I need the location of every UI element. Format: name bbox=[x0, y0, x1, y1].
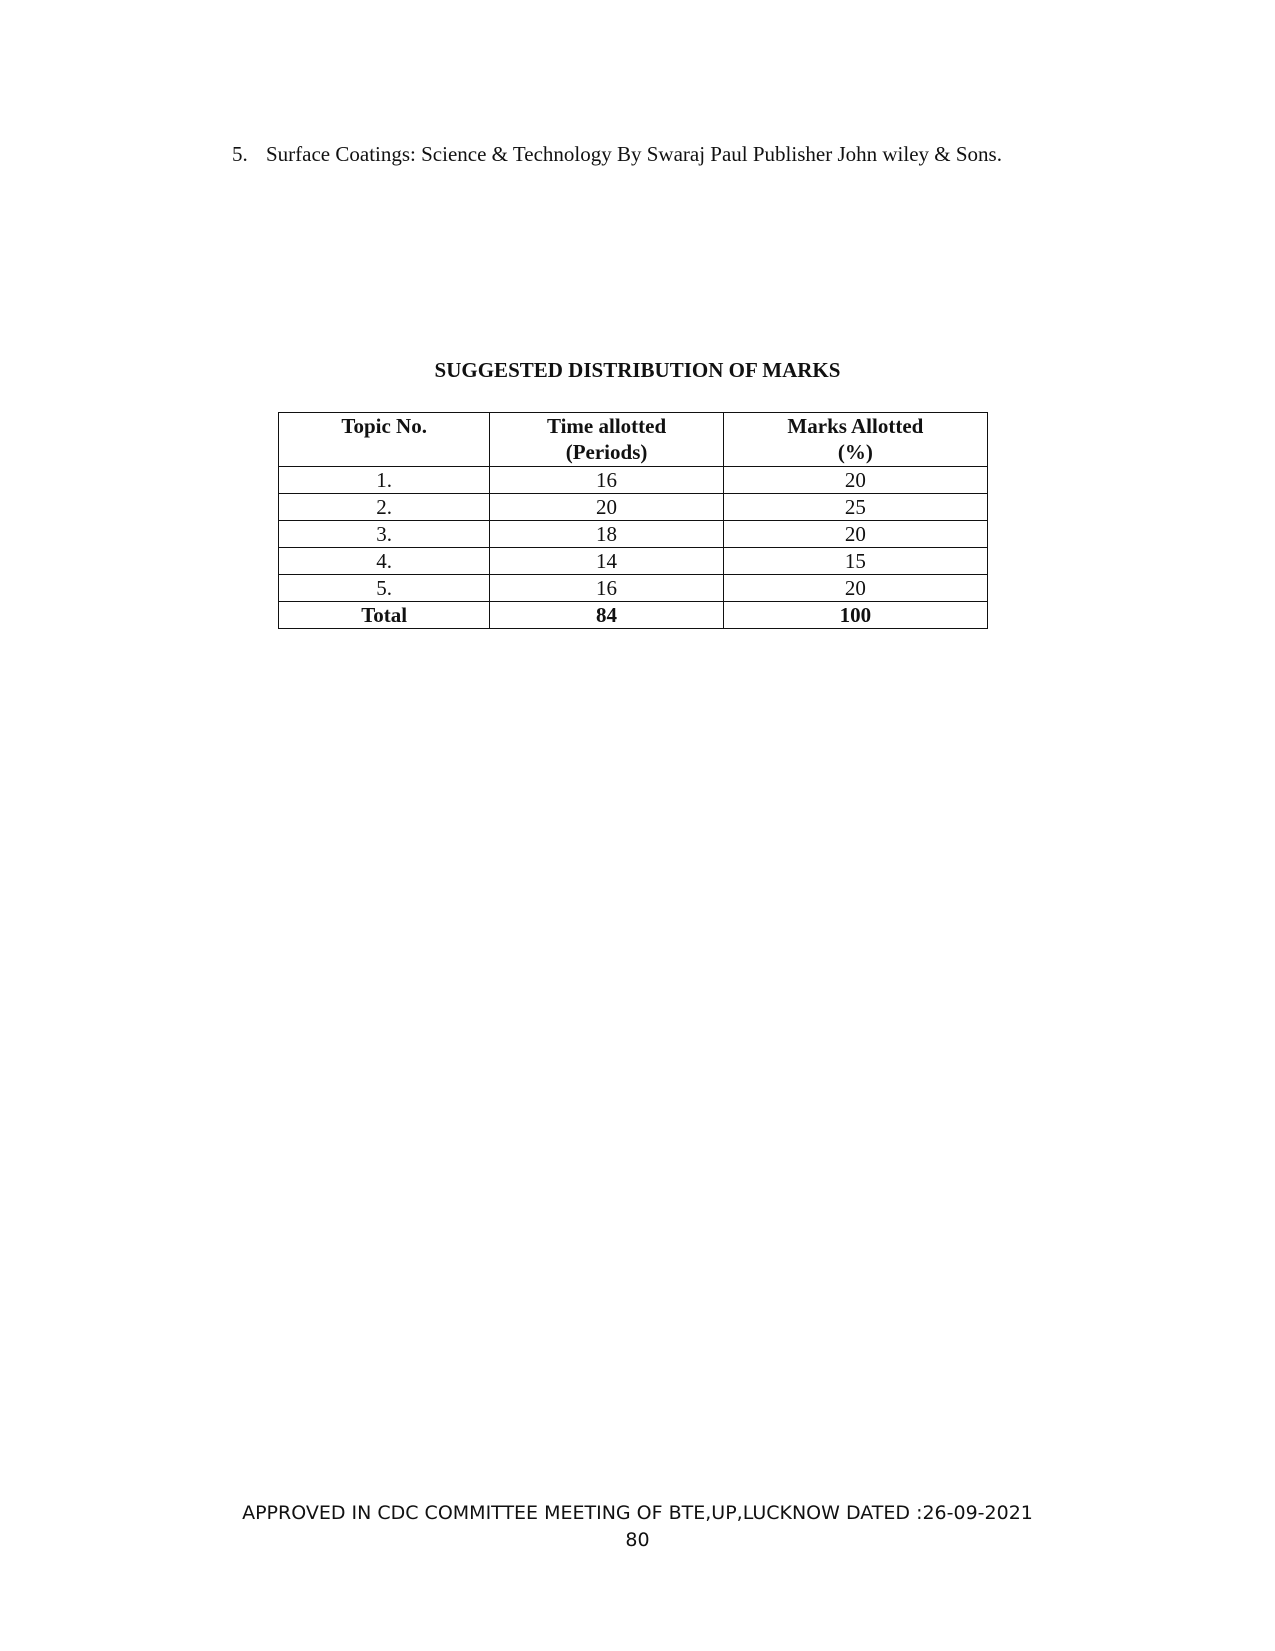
header-marks-line1: Marks Allotted bbox=[787, 414, 924, 438]
table-row bbox=[279, 575, 988, 602]
header-time-line1: Time allotted bbox=[546, 414, 667, 438]
topic-cell: 3. bbox=[279, 521, 490, 548]
header-time-line2: (Periods) bbox=[565, 440, 648, 464]
table-total-row bbox=[279, 602, 988, 629]
time-cell: 16 bbox=[490, 467, 723, 494]
marks-cell: 20 bbox=[723, 521, 987, 548]
topic-cell: 2. bbox=[279, 494, 490, 521]
header-topic-label: Topic No. bbox=[341, 414, 427, 438]
total-marks-cell: 100 bbox=[723, 602, 987, 629]
table-row bbox=[279, 494, 988, 521]
time-cell: 20 bbox=[490, 494, 723, 521]
page-number: 80 bbox=[625, 1529, 650, 1551]
total-label-cell: Total bbox=[279, 602, 490, 629]
time-cell: 16 bbox=[490, 575, 723, 602]
reference-number: 5. bbox=[232, 142, 248, 166]
topic-cell: 5. bbox=[279, 575, 490, 602]
table-row bbox=[279, 467, 988, 494]
topic-cell: 1. bbox=[279, 467, 490, 494]
time-cell: 14 bbox=[490, 548, 723, 575]
header-time-allotted bbox=[490, 413, 723, 467]
reference-text: Surface Coatings: Science & Technology By Swaraj Paul Publisher John wiley & Sons. bbox=[266, 142, 1002, 166]
marks-cell: 20 bbox=[723, 575, 987, 602]
table-row bbox=[279, 548, 988, 575]
marks-distribution-table bbox=[278, 412, 988, 629]
total-time-cell: 84 bbox=[490, 602, 723, 629]
page-footer bbox=[0, 1500, 1275, 1554]
time-cell: 18 bbox=[490, 521, 723, 548]
marks-cell: 20 bbox=[723, 467, 987, 494]
approval-note: APPROVED IN CDC COMMITTEE MEETING OF BTE,UP,LUCKNOW DATED :26-09-2021 bbox=[242, 1502, 1033, 1524]
reference-item-5 bbox=[232, 138, 1052, 170]
header-topic-no bbox=[279, 413, 490, 467]
table-row bbox=[279, 521, 988, 548]
marks-cell: 15 bbox=[723, 548, 987, 575]
header-marks-line2: (%) bbox=[837, 440, 873, 464]
header-marks-allotted bbox=[723, 413, 987, 467]
section-title: SUGGESTED DISTRIBUTION OF MARKS bbox=[434, 358, 841, 382]
topic-cell: 4. bbox=[279, 548, 490, 575]
table-header-row bbox=[279, 413, 988, 467]
marks-cell: 25 bbox=[723, 494, 987, 521]
